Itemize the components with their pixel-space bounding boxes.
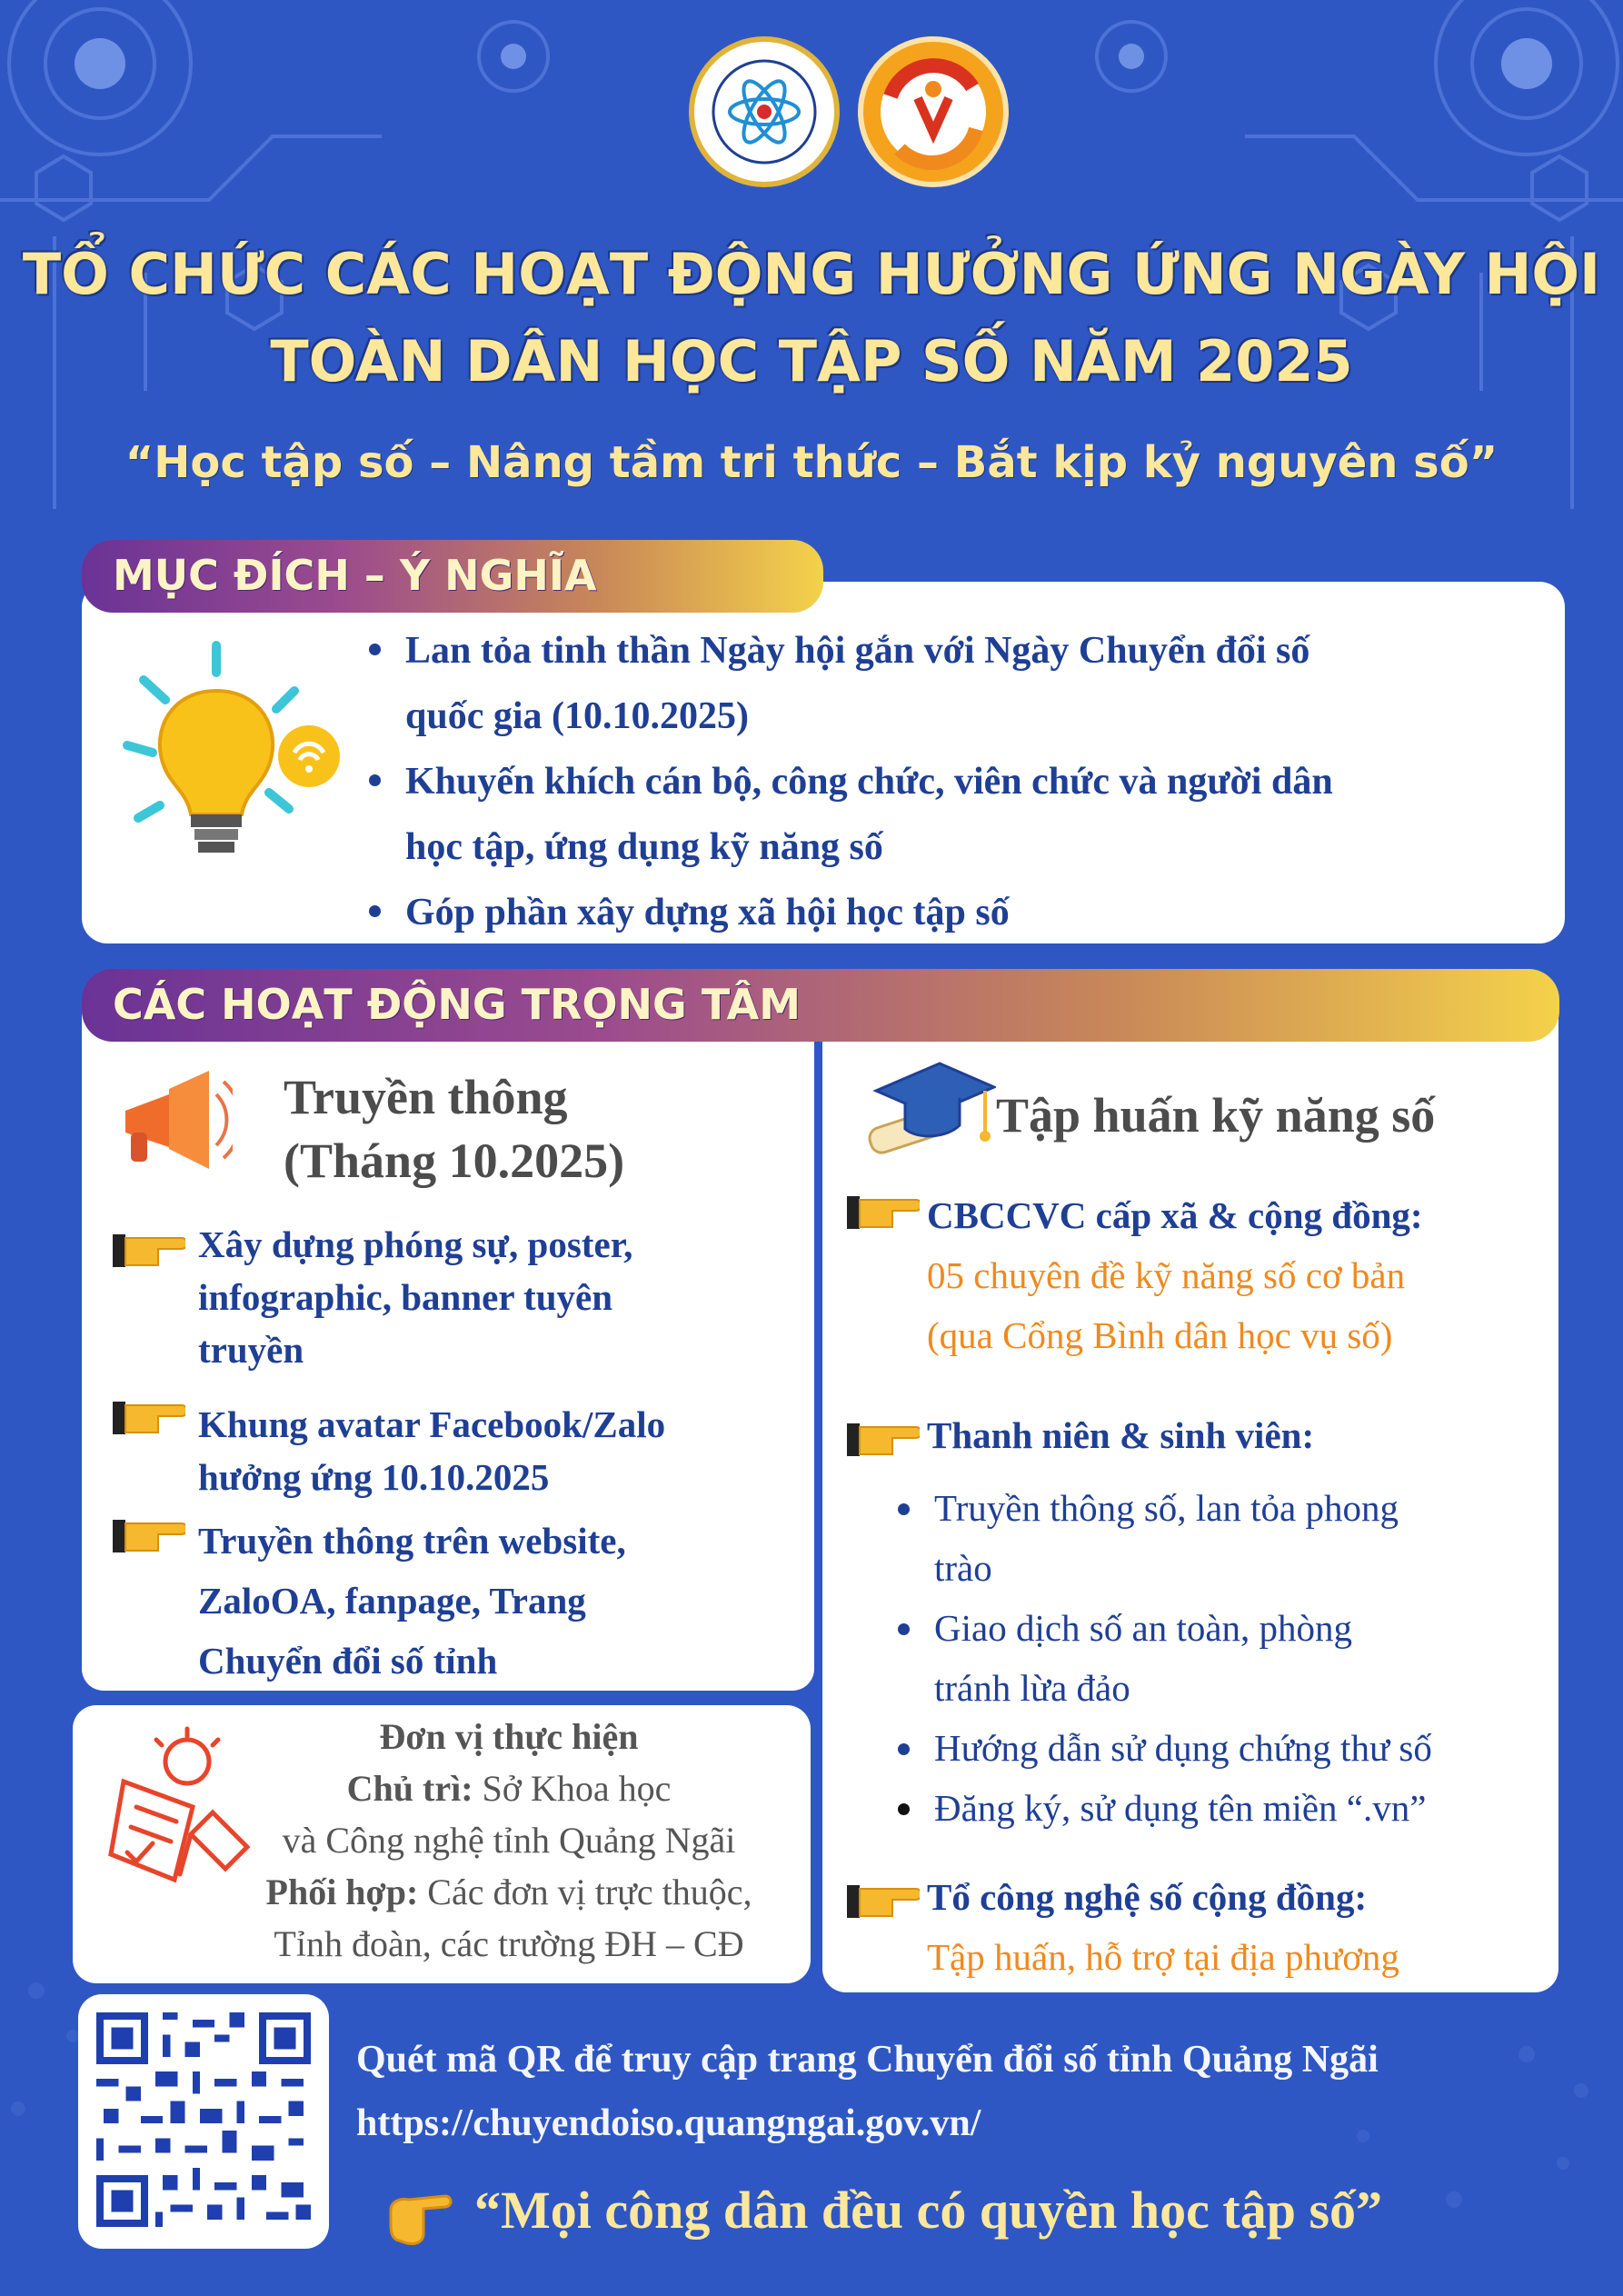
megaphone-icon [115,1058,233,1176]
slogan: “Học tập số – Nâng tầm tri thức – Bắt kịp kỷ nguyên số” [124,437,1499,488]
pointing-hand-icon [113,1514,185,1556]
qr-code-icon[interactable] [96,2012,311,2227]
training-bullet-4: Đăng ký, sử dụng tên miền “.vn” [891,1778,1545,1838]
implementer-coop-line2: Tỉnh đoàn, các trường ĐH – CĐ [274,1923,744,1964]
implementer-text [200,1711,818,1970]
training-bullet-2: Giao dịch số an toàn, phòng tránh lừa đảo [891,1598,1545,1718]
dost-logo [689,36,840,187]
implementer-lead-line2: và Công nghệ tỉnh Quảng Ngãi [282,1820,736,1861]
training-title: Tập huấn kỹ năng số [996,1088,1436,1143]
training-group-1: CBCCVC cấp xã & cộng đồng: 05 chuyên đề kỹ năng số cơ bản (qua Cổng Bình dân học vụ số) [927,1194,1423,1356]
communication-item-1: Xây dựng phóng sự, poster, infographic, banner tuyên truyền [198,1223,633,1371]
implementer-title: Đơn vị thực hiện [379,1716,639,1757]
pointing-hand-icon [382,2183,454,2247]
pointing-hand-icon [847,1191,920,1233]
training-group-2-bullets [891,1478,1545,1838]
atom-icon [694,42,834,182]
digital-learning-logo-icon [863,42,1003,182]
communication-item-3: Truyền thông trên website, ZaloOA, fanpage, Trang Chuyển đổi số tỉnh [198,1520,626,1682]
purpose-bullet-2: Khuyến khích cán bộ, công chức, viên chức và người dân học tập, ứng dụng kỹ năng số [362,749,1543,880]
training-group-2-label: Thanh niên & sinh viên: [927,1414,1315,1456]
lightbulb-icon [107,636,353,863]
purpose-heading: MỤC ĐÍCH – Ý NGHĨA [113,551,597,600]
closing-slogan: “Mọi công dân đều có quyền học tập số” [474,2181,1383,2240]
communication-title: Truyền thông (Tháng 10.2025) [284,1070,625,1188]
purpose-bullet-3: Góp phần xây dựng xã hội học tập số [362,880,1543,945]
qr-caption: Quét mã QR để truy cập trang Chuyển đổi số tỉnh Quảng Ngãi [356,2039,1379,2081]
training-bullet-1: Truyền thông số, lan tỏa phong trào [891,1478,1545,1598]
purpose-bullet-1: Lan tỏa tinh thần Ngày hội gắn với Ngày Chuyển đổi số quốc gia (10.10.2025) [362,618,1543,749]
digital-learning-logo [858,36,1009,187]
implementer-lead: Chủ trì: Sở Khoa học [346,1768,672,1809]
purpose-bullets [362,618,1543,945]
page-title-line-2: TOÀN DÂN HỌC TẬP SỐ NĂM 2025 [270,328,1353,394]
pointing-hand-icon [113,1396,185,1438]
activities-heading: CÁC HOẠT ĐỘNG TRỌNG TÂM [113,980,802,1029]
graduation-cap-icon [858,1054,996,1167]
website-link[interactable]: https://chuyendoiso.quangngai.gov.vn/ [356,2102,981,2144]
pointing-hand-icon [847,1880,920,1922]
communication-item-2: Khung avatar Facebook/Zalo hưởng ứng 10.10.2025 [198,1403,666,1498]
page-title-line-1: TỔ CHỨC CÁC HOẠT ĐỘNG HƯỞNG ỨNG NGÀY HỘI [22,241,1601,307]
training-group-3: Tổ công nghệ số cộng đồng: Tập huấn, hỗ trợ tại địa phương [927,1876,1399,1978]
pointing-hand-icon [847,1418,920,1460]
training-bullet-3: Hướng dẫn sử dụng chứng thư số [891,1718,1545,1778]
implementer-coop: Phối hợp: Các đơn vị trực thuộc, [265,1872,752,1912]
pointing-hand-icon [113,1229,185,1271]
